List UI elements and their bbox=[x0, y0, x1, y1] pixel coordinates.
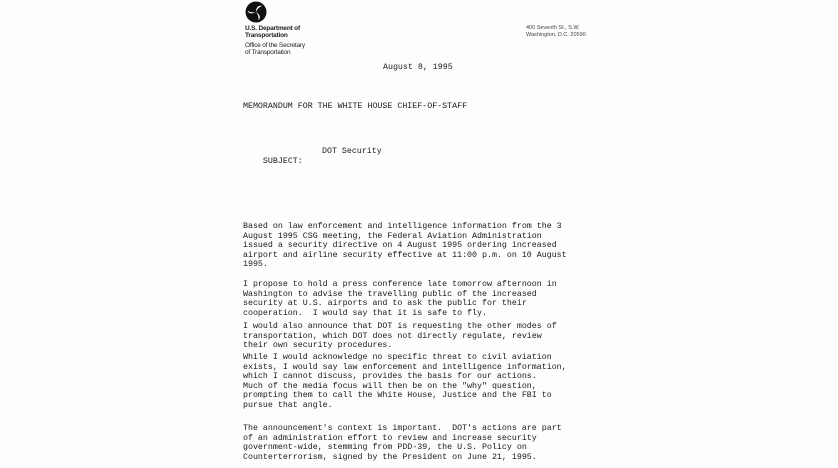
agency-block bbox=[245, 25, 305, 56]
agency-name-line2: Transportation bbox=[245, 32, 288, 39]
agency-name-line1: U.S. Department of bbox=[245, 25, 300, 32]
address-line1: 400 Seventh St., S.W. bbox=[526, 25, 580, 31]
body-paragraph-4: While I would acknowledge no specific threat to civil aviation exists, I would say law enforcement and intelligence information, which I cannot discuss, provides the basis for our actions. Much of the media focus will then be on the "why" question, prompting them to call the White House, Justice and the FBI to pursue that angle. bbox=[243, 353, 567, 410]
subject-label: SUBJECT: bbox=[262, 156, 303, 166]
memo-recipient: MEMORANDUM FOR THE WHITE HOUSE CHIEF-OF-STAFF bbox=[243, 102, 468, 111]
body-paragraph-2: I propose to hold a press conference late tomorrow afternoon in Washington to advise the travelling public of the increased security at U.S. airports and to ask the public for their cooperation. I would say that it is safe to fly. bbox=[243, 280, 557, 318]
memo-date: August 8, 1995 bbox=[383, 63, 453, 72]
office-line2: of Transportation bbox=[245, 49, 291, 56]
dot-triskelion-logo-icon bbox=[245, 1, 267, 23]
address-block bbox=[526, 25, 586, 38]
address-line2: Washington, D.C. 20590 bbox=[526, 31, 586, 38]
subject-value: DOT Security bbox=[322, 147, 382, 156]
body-paragraph-3: I would also announce that DOT is requesting the other modes of transportation, which DOT does not directly regulate, review their own security procedures. bbox=[243, 322, 557, 351]
subject-line bbox=[243, 147, 382, 185]
office-line1: Office of the Secretary bbox=[245, 42, 305, 49]
body-paragraph-5: The announcement's context is important. DOT's actions are part of an administration effort to review and increase security government-wide, stemming from PDD-39, the U.S. Policy on Counterterrorism, signed by the President on June 21, 1995. bbox=[243, 424, 562, 462]
body-paragraph-1: Based on law enforcement and intelligence information from the 3 August 1995 CSG meeting, the Federal Aviation Administration issued a security directive on 4 August 1995 ordering increased airport and airline security effective at 11:00 p.m. on 10 August 1995. bbox=[243, 222, 567, 270]
